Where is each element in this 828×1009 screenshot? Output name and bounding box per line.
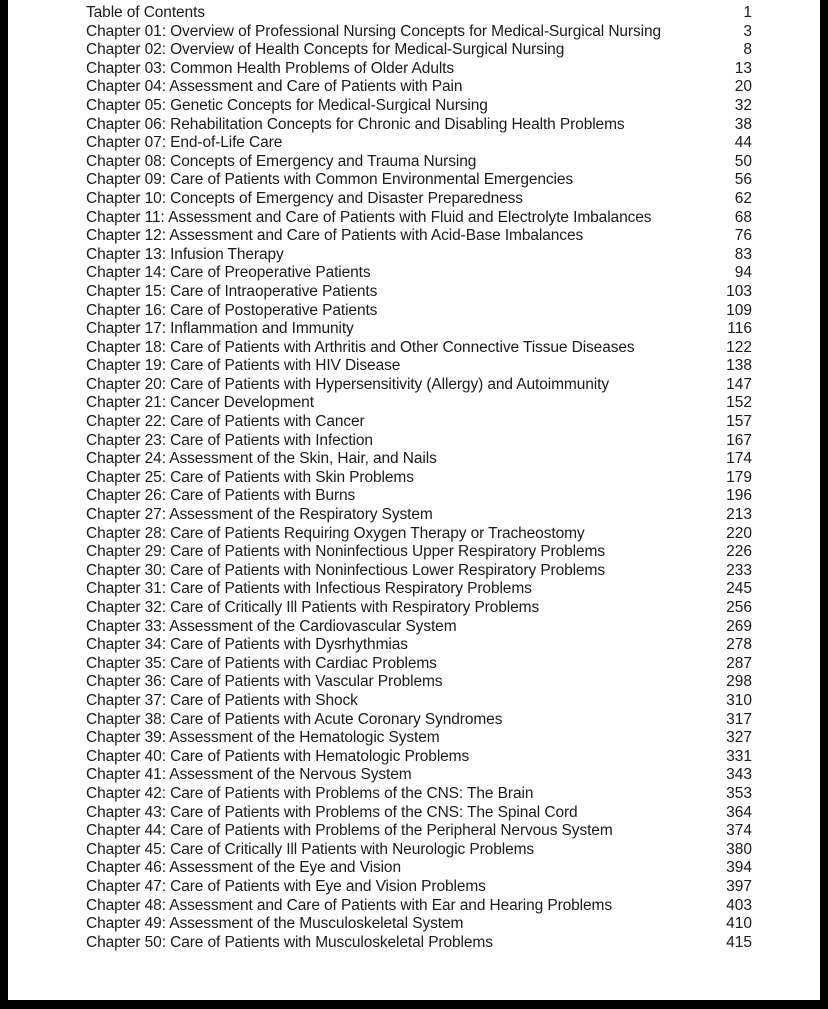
toc-entry[interactable] (86, 339, 752, 358)
toc-entry-page: 138 (726, 357, 752, 375)
toc-entry-page: 287 (726, 654, 752, 672)
toc-entry-title: Chapter 30: Care of Patients with Noninfectious Lower Respiratory Problems (86, 561, 605, 579)
toc-entry-page: 68 (734, 208, 752, 226)
toc-entry-title: Chapter 22: Care of Patients with Cancer (86, 413, 365, 431)
toc-entry[interactable] (86, 357, 752, 376)
toc-entry-page: 152 (726, 394, 752, 412)
toc-entry-title: Chapter 03: Common Health Problems of Older Adults (86, 59, 455, 77)
toc-entry-title: Chapter 45: Care of Critically Ill Patients with Neurologic Problems (86, 840, 535, 858)
toc-entry-title: Chapter 09: Care of Patients with Common Environmental Emergencies (86, 171, 574, 189)
toc-entry[interactable] (86, 562, 752, 581)
toc-entry-title: Chapter 36: Care of Patients with Vascular Problems (86, 673, 443, 691)
toc-entry-page: 310 (726, 691, 752, 709)
toc-entry-page: 20 (734, 78, 752, 96)
document-page (8, 0, 820, 1000)
toc-entry-page: 220 (726, 524, 752, 542)
toc-entry-page: 256 (726, 599, 752, 616)
toc-entry-page: 233 (726, 561, 752, 579)
toc-entry-page: 167 (726, 431, 752, 449)
toc-entry-title: Chapter 17: Inflammation and Immunity (86, 320, 354, 338)
toc-entry-title: Chapter 16: Care of Postoperative Patients (86, 301, 378, 319)
toc-entry-title: Chapter 39: Assessment of the Hematologic System (86, 729, 440, 747)
toc-entry-title: Chapter 41: Assessment of the Nervous System (86, 766, 412, 784)
toc-entry-title: Chapter 49: Assessment of the Musculoskeletal System (86, 915, 464, 933)
toc-entry-title: Chapter 35: Care of Patients with Cardiac Problems (86, 654, 437, 672)
toc-entry[interactable] (86, 134, 752, 153)
toc-entry-page: 394 (726, 859, 752, 877)
toc-entry[interactable] (86, 636, 752, 655)
toc-entry[interactable] (86, 655, 752, 674)
toc-entry-page: 331 (726, 747, 752, 765)
table-of-contents (86, 4, 752, 952)
toc-entry-page: 226 (726, 543, 752, 561)
toc-entry[interactable] (86, 729, 752, 748)
toc-entry-title: Chapter 12: Assessment and Care of Patients with Acid-Base Imbalances (86, 227, 584, 245)
toc-entry[interactable] (86, 264, 752, 283)
toc-entry[interactable] (86, 283, 752, 302)
toc-entry-title: Chapter 44: Care of Patients with Problems of the Peripheral Nervous System (86, 822, 613, 840)
toc-entry-page: 32 (734, 96, 752, 114)
toc-entry-title: Chapter 26: Care of Patients with Burns (86, 487, 356, 505)
toc-entry-page: 410 (726, 915, 752, 933)
toc-entry-title: Chapter 05: Genetic Concepts for Medical-Surgical Nursing (86, 96, 488, 114)
toc-entry-title: Chapter 43: Care of Patients with Problems of the CNS: The Spinal Cord (86, 803, 578, 821)
toc-entry-title: Chapter 38: Care of Patients with Acute Coronary Syndromes (86, 710, 503, 728)
toc-entry-title: Table of Contents (86, 4, 205, 21)
toc-entry[interactable] (86, 302, 752, 321)
toc-entry-page: 116 (727, 320, 752, 338)
toc-entry-title: Chapter 48: Assessment and Care of Patients with Ear and Hearing Problems (86, 896, 613, 914)
toc-entry-page: 38 (734, 115, 752, 133)
toc-entry-title: Chapter 23: Care of Patients with Infection (86, 431, 373, 449)
toc-entry-page: 174 (726, 450, 752, 468)
toc-entry-title: Chapter 11: Assessment and Care of Patients with Fluid and Electrolyte Imbalances (86, 208, 652, 226)
toc-entry-title: Chapter 34: Care of Patients with Dysrhythmias (86, 636, 408, 654)
toc-entry[interactable] (86, 878, 752, 897)
toc-entry[interactable] (86, 897, 752, 916)
toc-entry-title: Chapter 33: Assessment of the Cardiovascular System (86, 617, 457, 635)
toc-entry-page: 415 (726, 933, 752, 951)
toc-entry[interactable] (86, 227, 752, 246)
toc-entry[interactable] (86, 171, 752, 190)
toc-entry[interactable] (86, 4, 752, 23)
toc-entry-title: Chapter 24: Assessment of the Skin, Hair, and Nails (86, 450, 437, 468)
toc-entry[interactable] (86, 841, 752, 860)
toc-entry-title: Chapter 19: Care of Patients with HIV Disease (86, 357, 401, 375)
toc-entry-title: Chapter 29: Care of Patients with Noninfectious Upper Respiratory Problems (86, 543, 605, 561)
toc-entry-title: Chapter 07: End-of-Life Care (86, 134, 283, 152)
toc-entry-title: Chapter 28: Care of Patients Requiring Oxygen Therapy or Tracheostomy (86, 524, 585, 542)
toc-entry-page: 13 (734, 59, 752, 77)
toc-entry-page: 403 (726, 896, 752, 914)
toc-entry[interactable] (86, 525, 752, 544)
toc-entry[interactable] (86, 692, 752, 711)
toc-entry-page: 1 (743, 4, 752, 21)
toc-entry[interactable] (86, 376, 752, 395)
toc-entry-title: Chapter 27: Assessment of the Respiratory System (86, 506, 433, 524)
toc-entry[interactable] (86, 859, 752, 878)
toc-entry[interactable] (86, 599, 752, 618)
toc-entry[interactable] (86, 804, 752, 823)
toc-entry-page: 179 (726, 468, 752, 486)
toc-entry-title: Chapter 01: Overview of Professional Nursing Concepts for Medical-Surgical Nursing (86, 22, 662, 40)
toc-entry-title: Chapter 32: Care of Critically Ill Patients with Respiratory Problems (86, 599, 540, 616)
toc-entry[interactable] (86, 432, 752, 451)
toc-entry[interactable] (86, 246, 752, 265)
toc-entry-page: 44 (734, 134, 752, 152)
toc-entry-page: 56 (734, 171, 752, 189)
toc-entry[interactable] (86, 153, 752, 172)
toc-entry[interactable] (86, 469, 752, 488)
toc-entry-page: 196 (726, 487, 752, 505)
toc-entry[interactable] (86, 450, 752, 469)
toc-entry-page: 353 (726, 784, 752, 802)
toc-entry[interactable] (86, 320, 752, 339)
toc-entry-title: Chapter 37: Care of Patients with Shock (86, 691, 358, 709)
toc-entry[interactable] (86, 190, 752, 209)
toc-entry-title: Chapter 08: Concepts of Emergency and Trauma Nursing (86, 152, 477, 170)
toc-entry-page: 147 (726, 375, 752, 393)
toc-entry-title: Chapter 02: Overview of Health Concepts for Medical-Surgical Nursing (86, 41, 565, 59)
toc-entry-title: Chapter 46: Assessment of the Eye and Vision (86, 859, 401, 877)
toc-entry-title: Chapter 18: Care of Patients with Arthritis and Other Connective Tissue Diseases (86, 338, 635, 356)
toc-entry[interactable] (86, 711, 752, 730)
toc-entry[interactable] (86, 209, 752, 228)
toc-entry-title: Chapter 42: Care of Patients with Problems of the CNS: The Brain (86, 784, 534, 802)
toc-entry-page: 397 (726, 877, 752, 895)
toc-entry-page: 122 (726, 338, 752, 356)
toc-entry[interactable] (86, 60, 752, 79)
toc-entry[interactable] (86, 618, 752, 637)
toc-entry-page: 298 (726, 673, 752, 691)
toc-entry-title: Chapter 13: Infusion Therapy (86, 245, 284, 263)
toc-entry-title: Chapter 31: Care of Patients with Infectious Respiratory Problems (86, 580, 532, 598)
toc-entry[interactable] (86, 23, 752, 42)
toc-entry-page: 8 (743, 41, 752, 59)
toc-entry-page: 213 (726, 506, 752, 524)
toc-entry-title: Chapter 47: Care of Patients with Eye and Vision Problems (86, 877, 486, 895)
toc-entry[interactable] (86, 934, 752, 953)
toc-entry[interactable] (86, 487, 752, 506)
toc-entry-page: 269 (726, 617, 752, 635)
toc-entry-title: Chapter 14: Care of Preoperative Patients (86, 264, 371, 282)
toc-entry-page: 317 (726, 710, 752, 728)
toc-entry-page: 157 (726, 413, 752, 431)
toc-entry-page: 374 (726, 822, 752, 840)
toc-entry[interactable] (86, 543, 752, 562)
toc-entry[interactable] (86, 580, 752, 599)
toc-entry-page: 76 (734, 227, 752, 245)
toc-entry-title: Chapter 04: Assessment and Care of Patients with Pain (86, 78, 463, 96)
toc-entry[interactable] (86, 413, 752, 432)
toc-entry-title: Chapter 10: Concepts of Emergency and Disaster Preparedness (86, 189, 523, 207)
toc-entry[interactable] (86, 766, 752, 785)
toc-entry-page: 3 (743, 22, 752, 40)
toc-entry-page: 94 (734, 264, 752, 282)
toc-entry-page: 50 (734, 152, 752, 170)
toc-entry-title: Chapter 20: Care of Patients with Hypersensitivity (Allergy) and Autoimmunity (86, 375, 609, 393)
toc-entry-page: 327 (726, 729, 752, 747)
toc-entry[interactable] (86, 116, 752, 135)
toc-entry-page: 278 (726, 636, 752, 654)
toc-entry-title: Chapter 15: Care of Intraoperative Patients (86, 282, 378, 300)
toc-entry[interactable] (86, 41, 752, 60)
toc-entry-title: Chapter 40: Care of Patients with Hematologic Problems (86, 747, 470, 765)
toc-entry[interactable] (86, 506, 752, 525)
toc-entry-page: 245 (726, 580, 752, 598)
toc-entry-page: 380 (726, 840, 752, 858)
toc-entry-page: 62 (734, 189, 752, 207)
toc-entry-page: 109 (726, 301, 752, 319)
toc-entry[interactable] (86, 748, 752, 767)
toc-entry[interactable] (86, 673, 752, 692)
toc-entry-page: 103 (726, 282, 752, 300)
toc-entry[interactable] (86, 394, 752, 413)
toc-entry-title: Chapter 06: Rehabilitation Concepts for Chronic and Disabling Health Problems (86, 115, 625, 133)
toc-entry[interactable] (86, 97, 752, 116)
toc-entry[interactable] (86, 822, 752, 841)
toc-entry-page: 343 (726, 766, 752, 784)
toc-entry-page: 83 (734, 245, 752, 263)
toc-entry-title: Chapter 50: Care of Patients with Musculoskeletal Problems (86, 933, 493, 951)
toc-entry-title: Chapter 21: Cancer Development (86, 394, 314, 412)
toc-entry[interactable] (86, 785, 752, 804)
toc-entry[interactable] (86, 78, 752, 97)
toc-entry-page: 364 (726, 803, 752, 821)
toc-entry-title: Chapter 25: Care of Patients with Skin Problems (86, 468, 414, 486)
toc-entry[interactable] (86, 915, 752, 934)
